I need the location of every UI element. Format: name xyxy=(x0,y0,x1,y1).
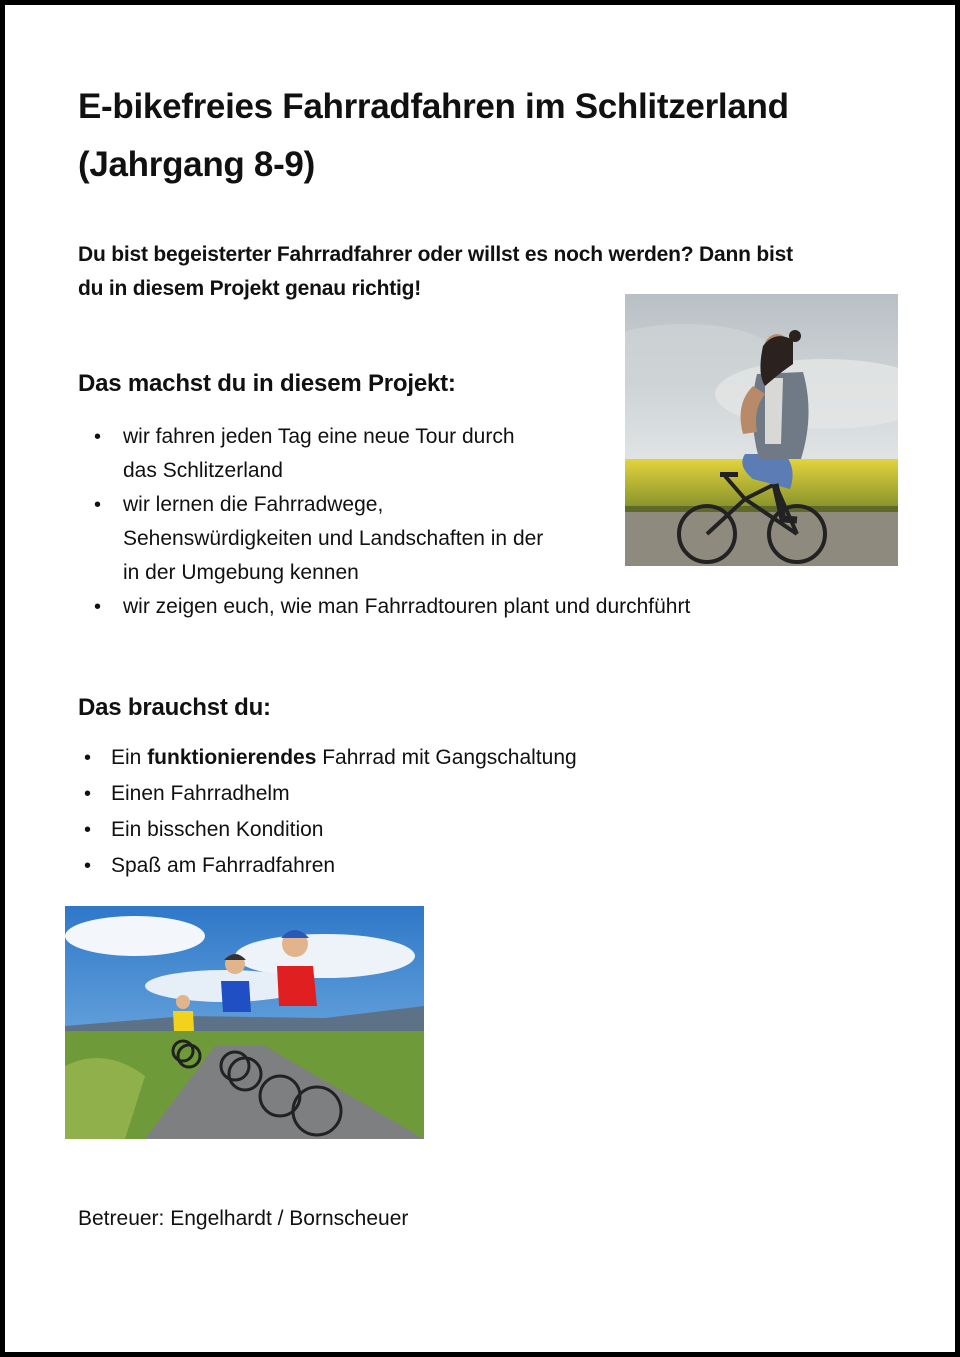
bullet-icon: • xyxy=(84,747,92,769)
intro-line-2: du in diesem Projekt genau richtig! xyxy=(78,277,422,300)
list-item-line: in der Umgebung kennen xyxy=(123,561,359,584)
list-item-text: Spaß am Fahrradfahren xyxy=(111,854,336,877)
photo-kids-cycling xyxy=(65,906,424,1139)
intro-line-1: Du bist begeisterter Fahrradfahrer oder willst es noch werden? Dann bist xyxy=(78,243,793,266)
list-item-text-pre: Ein xyxy=(111,746,148,769)
title-line-1: E-bikefreies Fahrradfahren im Schlitzerland xyxy=(78,87,789,126)
list-item xyxy=(94,420,854,488)
list-item-line: wir zeigen euch, wie man Fahrradtouren plant und durchführt xyxy=(123,595,691,618)
list-item xyxy=(84,740,784,776)
supervisors-text: Betreuer: Engelhardt / Bornscheuer xyxy=(78,1207,409,1230)
list-item xyxy=(84,812,784,848)
bullet-icon: • xyxy=(94,596,102,618)
activities-list xyxy=(94,420,854,624)
bullet-icon: • xyxy=(94,494,102,516)
list-item-line: das Schlitzerland xyxy=(123,459,283,482)
list-item-text: Ein bisschen Kondition xyxy=(111,818,324,841)
list-item xyxy=(94,590,854,624)
requirements-list xyxy=(84,740,784,884)
list-item-text-post: Fahrrad mit Gangschaltung xyxy=(316,746,577,769)
list-item xyxy=(94,488,854,590)
bullet-icon: • xyxy=(84,783,92,805)
section-heading-requirements: Das brauchst du: xyxy=(78,694,271,721)
page-title xyxy=(78,78,898,194)
bullet-icon: • xyxy=(84,855,92,877)
list-item-emphasis: funktionierendes xyxy=(147,746,317,769)
list-item-text: Einen Fahrradhelm xyxy=(111,782,290,805)
list-item-line: Sehenswürdigkeiten und Landschaften in der xyxy=(123,527,544,550)
title-line-2: (Jahrgang 8-9) xyxy=(78,145,315,184)
list-item xyxy=(84,848,784,884)
list-item-line: wir fahren jeden Tag eine neue Tour durch xyxy=(123,425,515,448)
bullet-icon: • xyxy=(94,426,102,448)
list-item-line: wir lernen die Fahrradwege, xyxy=(123,493,384,516)
section-heading-activities: Das machst du in diesem Projekt: xyxy=(78,370,456,397)
bullet-icon: • xyxy=(84,819,92,841)
list-item xyxy=(84,776,784,812)
